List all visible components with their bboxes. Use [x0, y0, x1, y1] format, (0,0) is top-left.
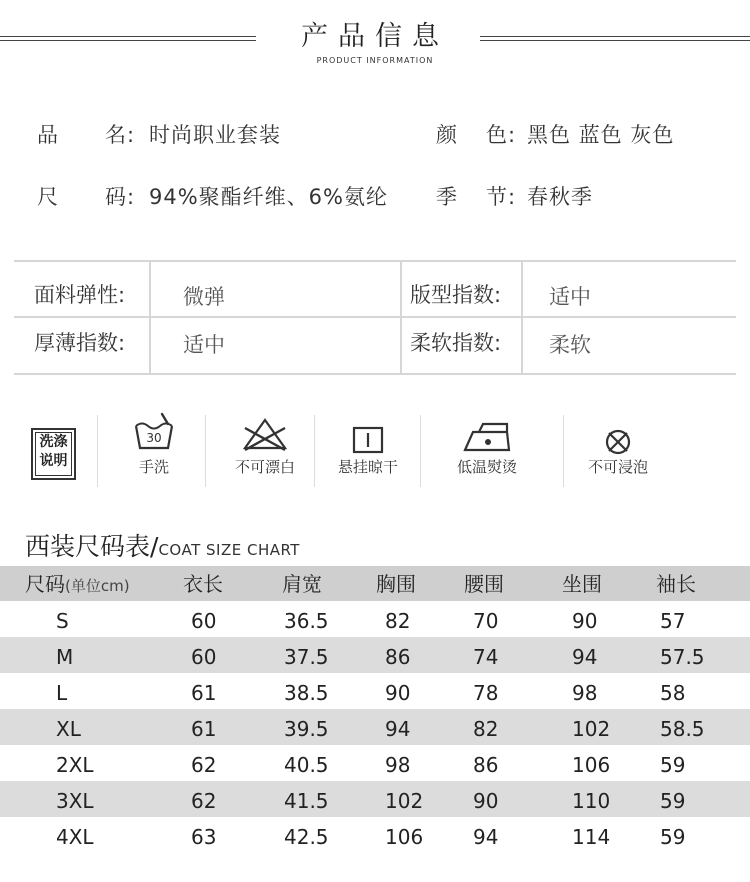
care-separator	[420, 415, 421, 487]
cell-length: 60	[191, 609, 217, 633]
hang-dry-item	[328, 410, 408, 477]
cell-length: 62	[191, 789, 217, 813]
cell-length: 61	[191, 681, 217, 705]
hang-dry-label: 悬挂晾干	[337, 458, 398, 476]
info-name-key1: 品	[37, 123, 59, 147]
header-size-label: 尺码	[25, 572, 65, 596]
size-chart-header-row	[0, 566, 750, 601]
product-info-header	[0, 0, 750, 80]
header-size-unit: (单位cm)	[65, 577, 130, 595]
table-row	[0, 673, 750, 709]
cell-shoulder: 40.5	[284, 753, 329, 777]
cell-size: 2XL	[56, 753, 94, 777]
cell-length: 61	[191, 717, 217, 741]
hang-dry-icon	[346, 410, 390, 454]
wash-temperature: 30	[146, 431, 162, 445]
cell-shoulder: 36.5	[284, 609, 329, 633]
header-sleeve: 袖长	[656, 572, 696, 596]
table-row	[0, 637, 750, 673]
care-instructions	[0, 410, 750, 490]
low-iron-icon	[459, 410, 515, 454]
cell-size: XL	[56, 717, 81, 741]
cell-shoulder: 38.5	[284, 681, 329, 705]
softness-label: 柔软指数:	[410, 331, 502, 355]
attr-divider-2	[400, 260, 402, 375]
info-size-value: 94%聚酯纤维、6%氨纶	[149, 185, 388, 209]
cell-hip: 98	[572, 681, 598, 705]
hand-wash-icon	[132, 410, 176, 454]
fit-label: 版型指数:	[410, 283, 502, 307]
page-subtitle: PRODUCT INFORMATION	[316, 56, 434, 65]
no-bleach-label: 不可漂白	[234, 458, 295, 476]
cell-hip: 102	[572, 717, 611, 741]
cell-size: S	[56, 609, 69, 633]
no-soak-item	[578, 410, 658, 477]
size-chart-title-en: COAT SIZE CHART	[158, 541, 300, 559]
cell-hip: 114	[572, 825, 611, 849]
cell-waist: 94	[473, 825, 499, 849]
cell-chest: 86	[385, 645, 411, 669]
cell-sleeve: 58.5	[660, 717, 705, 741]
info-color-key1: 颜	[436, 123, 458, 147]
table-row	[0, 745, 750, 781]
cell-size: 4XL	[56, 825, 94, 849]
cell-chest: 98	[385, 753, 411, 777]
cell-waist: 78	[473, 681, 499, 705]
cell-sleeve: 59	[660, 753, 686, 777]
no-soak-icon	[596, 410, 640, 454]
cell-shoulder: 37.5	[284, 645, 329, 669]
hand-wash-label: 手洗	[138, 458, 169, 476]
table-row	[0, 601, 750, 637]
info-color-value: 黑色 蓝色 灰色	[527, 123, 675, 147]
cell-size: L	[56, 681, 68, 705]
cell-sleeve: 59	[660, 825, 686, 849]
care-separator	[205, 415, 206, 487]
cell-hip: 94	[572, 645, 598, 669]
size-chart-table	[0, 566, 750, 853]
info-name-key2: 名:	[105, 123, 136, 147]
size-chart-title-slash: /	[150, 532, 159, 561]
info-color-key2: 色:	[486, 123, 517, 147]
info-season-value: 春秋季	[527, 185, 593, 209]
header-shoulder: 肩宽	[282, 572, 322, 596]
table-row	[0, 817, 750, 853]
cell-waist: 86	[473, 753, 499, 777]
cell-hip: 90	[572, 609, 598, 633]
cell-length: 60	[191, 645, 217, 669]
cell-length: 62	[191, 753, 217, 777]
cell-shoulder: 42.5	[284, 825, 329, 849]
wash-tag-line1: 洗涤	[39, 434, 68, 450]
size-chart-body	[0, 601, 750, 853]
info-name-value: 时尚职业套装	[149, 123, 281, 147]
info-season-key2: 节:	[486, 185, 517, 209]
cell-size: 3XL	[56, 789, 94, 813]
info-size-key1: 尺	[37, 185, 59, 209]
cell-hip: 106	[572, 753, 611, 777]
cell-sleeve: 57.5	[660, 645, 705, 669]
care-separator	[563, 415, 564, 487]
attr-divider-1	[149, 260, 151, 375]
size-chart-title	[25, 527, 300, 563]
cell-waist: 70	[473, 609, 499, 633]
attr-rule-middle	[14, 316, 736, 318]
elasticity-value: 微弹	[183, 285, 225, 309]
cell-chest: 82	[385, 609, 411, 633]
cell-shoulder: 41.5	[284, 789, 329, 813]
fit-value: 适中	[549, 285, 591, 309]
softness-value: 柔软	[549, 333, 591, 357]
header-length: 衣长	[183, 572, 223, 596]
header-size	[25, 566, 130, 602]
header-waist: 腰围	[464, 572, 504, 596]
elasticity-label: 面料弹性:	[34, 283, 126, 307]
no-soak-label: 不可浸泡	[587, 458, 648, 476]
cell-sleeve: 57	[660, 609, 686, 633]
header-rule-left	[0, 36, 256, 41]
wash-tag-line2: 说明	[39, 453, 68, 469]
cell-waist: 82	[473, 717, 499, 741]
care-separator	[97, 415, 98, 487]
cell-size: M	[56, 645, 74, 669]
header-hip: 坐围	[562, 572, 602, 596]
cell-sleeve: 58	[660, 681, 686, 705]
page-title: 产品信息	[301, 21, 449, 52]
cell-chest: 90	[385, 681, 411, 705]
info-size-key2: 码:	[105, 185, 136, 209]
care-separator	[314, 415, 315, 487]
wash-instructions-tag	[31, 428, 76, 480]
cell-chest: 94	[385, 717, 411, 741]
cell-shoulder: 39.5	[284, 717, 329, 741]
attr-rule-bottom	[14, 373, 736, 375]
header-chest: 胸围	[376, 572, 416, 596]
thickness-label: 厚薄指数:	[34, 331, 126, 355]
attr-divider-3	[521, 260, 523, 375]
table-row	[0, 709, 750, 745]
cell-sleeve: 59	[660, 789, 686, 813]
cell-waist: 74	[473, 645, 499, 669]
size-chart-title-cn: 西装尺码表	[25, 532, 151, 561]
low-iron-item	[447, 410, 527, 477]
info-season-key1: 季	[436, 185, 458, 209]
cell-hip: 110	[572, 789, 611, 813]
no-bleach-icon	[237, 410, 293, 454]
attribute-table	[14, 260, 736, 375]
attr-rule-top	[14, 260, 736, 262]
cell-chest: 102	[385, 789, 424, 813]
hand-wash-item	[118, 410, 190, 477]
low-iron-label: 低温熨烫	[456, 458, 517, 476]
cell-length: 63	[191, 825, 217, 849]
header-rule-right	[480, 36, 750, 41]
no-bleach-item	[224, 410, 306, 477]
table-row	[0, 781, 750, 817]
cell-chest: 106	[385, 825, 424, 849]
cell-waist: 90	[473, 789, 499, 813]
thickness-value: 适中	[183, 333, 225, 357]
